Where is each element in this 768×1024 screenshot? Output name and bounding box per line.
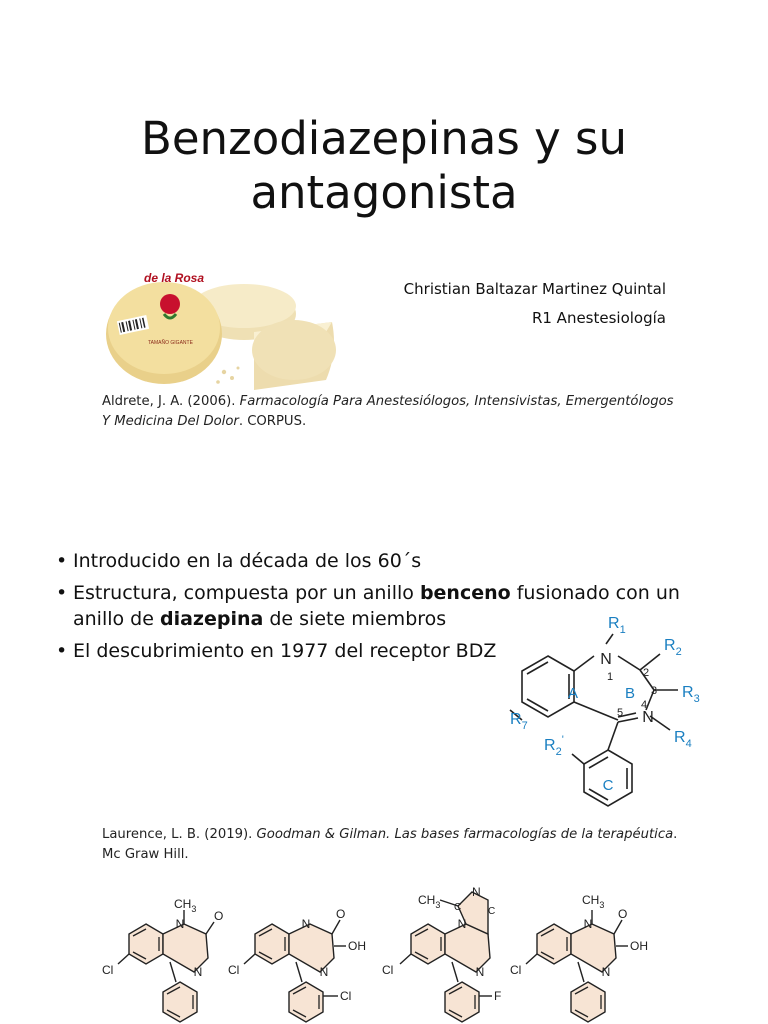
atom-n4: N [642,709,654,726]
title-line-2: antagonista [250,166,518,219]
r4-symbol: R [674,729,686,746]
benzodiazepine-structure-diagram [498,608,716,822]
reference-aldrete-title: Farmacología Para Anestesiólogos, Intensivistas, Emergentólogos Y Medicina Del Dolor [102,394,674,429]
bullet-item [56,548,706,574]
r4-subscript: 4 [685,738,692,750]
reference-aldrete [102,392,682,432]
structure-2-imine-nitrogen: N [319,965,329,979]
bullet-text-decade: Introducido en la década de los 60´s [73,550,422,572]
slide-title [0,112,768,220]
r1-subscript: 1 [619,624,626,636]
bullet-text-structure-end: de siete miembros [263,608,447,630]
r1-symbol: R [608,615,620,632]
r2-symbol: R [664,637,676,654]
structure-1-nitrogen: N [175,917,185,931]
structure-1-methyl [174,897,196,914]
structure-2-oxygen: O [336,907,346,921]
atom-n1: N [600,651,612,668]
cheese-brand-text: de la Rosa [143,271,205,285]
r7-symbol: R [510,711,522,728]
structure-1-methyl-ch: CH [174,897,192,911]
structure-4-hydroxyl: OH [630,939,648,953]
r7-label [510,711,528,732]
structure-4-imine-nitrogen: N [601,965,611,979]
r2-label [664,637,682,658]
r2-prime-symbol: R [544,737,556,754]
structure-3 [382,885,501,1022]
structure-1-chlorine: Cl [102,963,114,977]
structure-3-methyl [418,893,440,910]
structure-4-nitrogen: N [583,917,593,931]
bullet-text-benceno: benceno [419,582,511,604]
reference-goodman-authors: Laurence, L. B. (2019). [102,827,257,842]
structure-2-chlorine: Cl [228,963,240,977]
structure-2-chlorine-phenyl: Cl [340,989,352,1003]
ring-label-a: A [567,685,579,702]
r2-subscript: 2 [675,646,682,658]
structure-3-methyl-sub: 3 [435,900,441,910]
bullet-text-structure-start: Estructura, compuesta por un anillo [73,582,420,604]
structure-3-methyl-ch: CH [418,893,436,907]
structure-3-nitrogen: N [457,917,467,931]
structure-4 [510,893,648,1022]
position-4: 4 [640,699,648,711]
author-role: R1 Anestesiología [531,309,666,327]
reference-aldrete-publisher: . CORPUS. [238,414,307,429]
ring-label-b: B [624,685,636,702]
reference-goodman-gilman [102,825,682,865]
r3-symbol: R [682,684,694,701]
position-2: 2 [642,667,650,679]
bullet-text-receptor: El descubrimiento en 1977 del receptor BDZ [73,640,497,662]
structure-4-oxygen: O [618,907,628,921]
structure-3-imine-nitrogen: N [475,965,485,979]
structure-4-chlorine: Cl [510,963,522,977]
structure-1-methyl-sub: 3 [191,904,197,914]
structure-3-carbon: C [454,902,462,913]
structure-4-methyl-sub: 3 [599,900,605,910]
example-structures-row [100,884,668,1024]
bullet-text-structure-mid: fusionado con un anillo de [73,582,680,630]
structure-1-imine-nitrogen: N [193,965,203,979]
structure-3-imidazole-nitrogen: N [472,885,481,899]
bullet-text-diazepina: diazepina [159,608,264,630]
author-name: Christian Baltazar Martinez Quintal [403,280,666,298]
r1-label [608,615,626,636]
reference-aldrete-authors: Aldrete, J. A. (2006). [102,394,240,409]
structure-3-chlorine: Cl [382,963,394,977]
r2-prime-mark: ' [561,734,564,746]
ring-label-c: C [602,777,614,794]
structure-2-hydroxyl: OH [348,939,366,953]
r3-subscript: 3 [693,693,700,705]
structure-4-methyl-ch: CH [582,893,600,907]
title-line-1: Benzodiazepinas y su [141,112,627,165]
structure-1-oxygen: O [214,909,224,923]
structure-2 [228,907,366,1022]
r2-prime-subscript: 2 [555,746,562,758]
r7-subscript: 7 [521,720,528,732]
position-5: 5 [616,707,624,719]
structure-2-nitrogen: N [301,917,311,931]
reference-goodman-publisher: . Mc Graw Hill. [102,827,678,862]
r4-label [674,729,692,750]
reference-goodman-title: Goodman & Gilman. Las bases farmacologías de la terapéutica [256,827,674,842]
cheese-photo [104,262,340,394]
position-1: 1 [606,671,614,683]
structure-3-fluorine: F [494,989,502,1003]
r3-label [682,684,700,705]
structure-4-methyl [582,893,604,910]
position-3: 3 [650,685,658,697]
cheese-label-text: TAMAÑO GIGANTE [148,340,193,346]
structure-1 [102,897,223,1022]
structure-3-carbon-2: C [488,906,496,917]
r2-prime-label [544,734,564,758]
